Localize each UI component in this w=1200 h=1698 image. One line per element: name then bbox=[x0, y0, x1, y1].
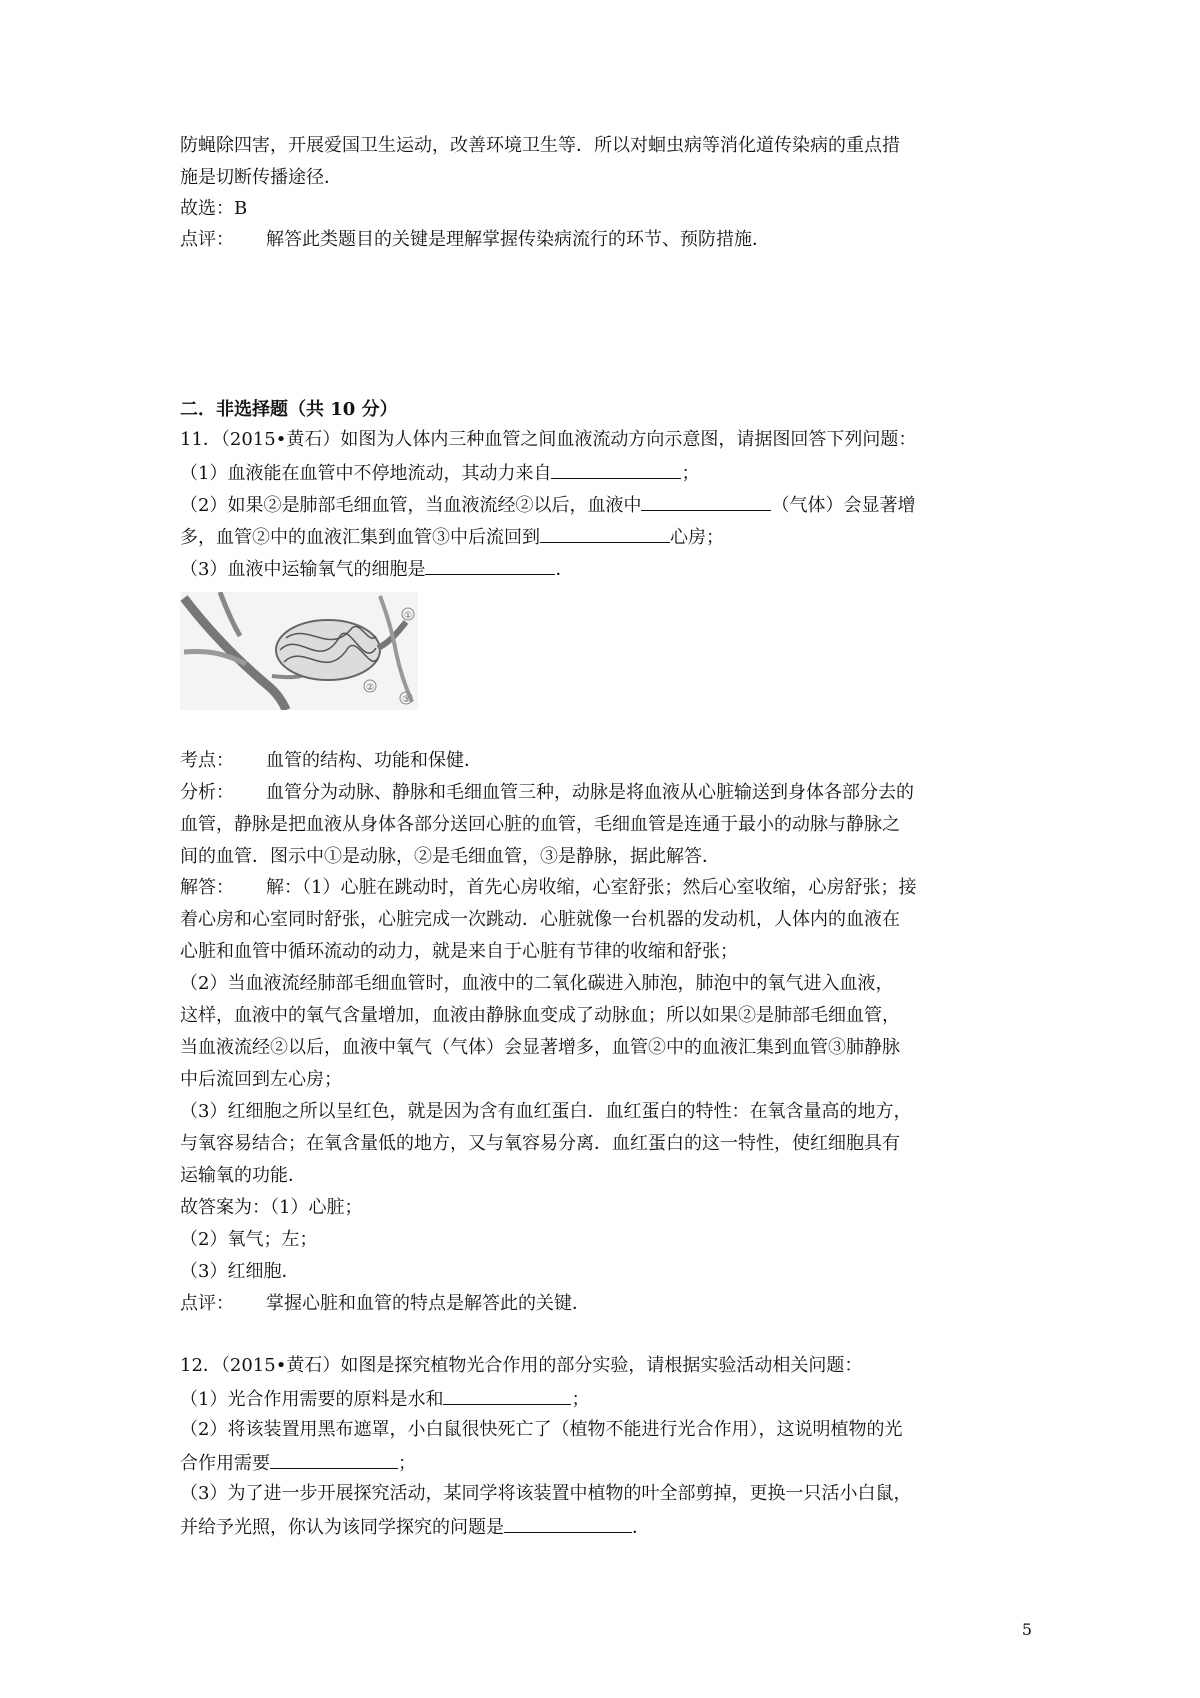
question-12-part-3-cont: 并给予光照，你认为该同学探究的问题是 ． bbox=[180, 1514, 650, 1540]
analysis-line: 间的血管．图示中①是动脉，②是毛细血管，③是静脉，据此解答． bbox=[180, 846, 720, 867]
text-line: 防蝇除四害，开展爱国卫生运动，改善环境卫生等．所以对蛔虫病等消化道传染病的重点措 bbox=[180, 135, 900, 156]
answer-blank[interactable] bbox=[551, 460, 681, 479]
solution-line: 当血液流经②以后，血液中氧气（气体）会显著增多，血管②中的血液汇集到血管③肺静脉 bbox=[180, 1037, 900, 1058]
page-number: 5 bbox=[1021, 1620, 1032, 1639]
solution-line: 中后流回到左心房； bbox=[180, 1069, 342, 1090]
solution-line: 这样，血液中的氧气含量增加，血液由静脉血变成了动脉血；所以如果②是肺部毛细血管， bbox=[180, 1005, 900, 1026]
question-11-stem: 11．（2015•黄石）如图为人体内三种血管之间血液流动方向示意图，请据图回答下列问题： bbox=[180, 429, 917, 450]
answer-blank[interactable] bbox=[540, 524, 670, 543]
question-12-part-1: （1）光合作用需要的原料是水和 ； bbox=[180, 1386, 589, 1412]
answer-blank[interactable] bbox=[443, 1386, 571, 1405]
text-line: 故选：B bbox=[180, 198, 248, 219]
comment-label: 点评： bbox=[180, 229, 234, 250]
solution-line: （3）红细胞之所以呈红色，就是因为含有血红蛋白．血红蛋白的特性：在氧含量高的地方， bbox=[180, 1101, 912, 1122]
question-12-part-3: （3）为了进一步开展探究活动，某同学将该装置中植物的叶全部剪掉，更换一只活小白鼠， bbox=[180, 1483, 912, 1504]
figure-label: ② bbox=[365, 683, 375, 693]
text-line: 施是切断传播途径． bbox=[180, 167, 342, 188]
solution-line: 心脏和血管中循环流动的动力，就是来自于心脏有节律的收缩和舒张； bbox=[180, 941, 738, 962]
question-12-part-2-cont: 合作用需要 ； bbox=[180, 1450, 416, 1476]
answer-line: （2）氧气；左； bbox=[180, 1229, 318, 1250]
key-point-label: 考点： bbox=[180, 750, 234, 771]
answer-blank[interactable] bbox=[504, 1514, 632, 1533]
solution-line: （2）当血液流经肺部毛细血管时，血液中的二氧化碳进入肺泡，肺泡中的氧气进入血液， bbox=[180, 973, 894, 994]
key-point-line: 考点： 血管的结构、功能和保健． bbox=[180, 750, 482, 771]
question-12-stem: 12．（2015•黄石）如图是探究植物光合作用的部分实验，请根据实验活动相关问题： bbox=[180, 1355, 863, 1376]
section-title: 二．非选择题（共 10 分） bbox=[180, 399, 398, 420]
question-11-part-2: （2）如果②是肺部毛细血管，当血液流经②以后，血液中 （气体）会显著增 bbox=[180, 492, 915, 518]
answer-blank[interactable] bbox=[425, 556, 555, 575]
comment-line: 点评： 掌握心脏和血管的特点是解答此的关键． bbox=[180, 1293, 590, 1314]
answer-line: （3）红细胞． bbox=[180, 1261, 300, 1282]
question-11-part-2-cont: 多，血管②中的血液汇集到血管③中后流回到 心房； bbox=[180, 524, 724, 550]
question-11-part-1: （1）血液能在血管中不停地流动，其动力来自 ； bbox=[180, 460, 699, 486]
solution-line: 运输氧的功能． bbox=[180, 1165, 306, 1186]
answer-blank[interactable] bbox=[641, 492, 771, 511]
solution-line: 解答： 解：（1）心脏在跳动时，首先心房收缩，心室舒张；然后心室收缩，心房舒张；接 bbox=[180, 877, 917, 898]
blood-vessel-diagram bbox=[180, 592, 418, 710]
solution-label: 解答： bbox=[180, 877, 234, 898]
analysis-label: 分析： bbox=[180, 782, 234, 803]
figure-label: ① bbox=[403, 611, 413, 621]
comment-label: 点评： bbox=[180, 1293, 234, 1314]
comment-text: 解答此类题目的关键是理解掌握传染病流行的环节、预防措施． bbox=[266, 229, 770, 250]
question-12-part-2: （2）将该装置用黑布遮罩，小白鼠很快死亡了（植物不能进行光合作用），这说明植物的光 bbox=[180, 1419, 903, 1440]
answer-line: 故答案为：（1）心脏； bbox=[180, 1197, 363, 1218]
solution-line: 着心房和心室同时舒张，心脏完成一次跳动．心脏就像一台机器的发动机，人体内的血液在 bbox=[180, 909, 900, 930]
analysis-line: 血管，静脉是把血液从身体各部分送回心脏的血管，毛细血管是连通于最小的动脉与静脉之 bbox=[180, 814, 900, 835]
figure-label: ③ bbox=[401, 695, 411, 705]
analysis-line: 分析： 血管分为动脉、静脉和毛细血管三种，动脉是将血液从心脏输送到身体各部分去的 bbox=[180, 782, 914, 803]
answer-blank[interactable] bbox=[270, 1450, 398, 1469]
comment-line bbox=[180, 228, 770, 252]
question-11-part-3: （3）血液中运输氧气的细胞是 ． bbox=[180, 556, 573, 582]
solution-line: 与氧容易结合；在氧含量低的地方，又与氧容易分离．血红蛋白的这一特性，使红细胞具有 bbox=[180, 1133, 900, 1154]
